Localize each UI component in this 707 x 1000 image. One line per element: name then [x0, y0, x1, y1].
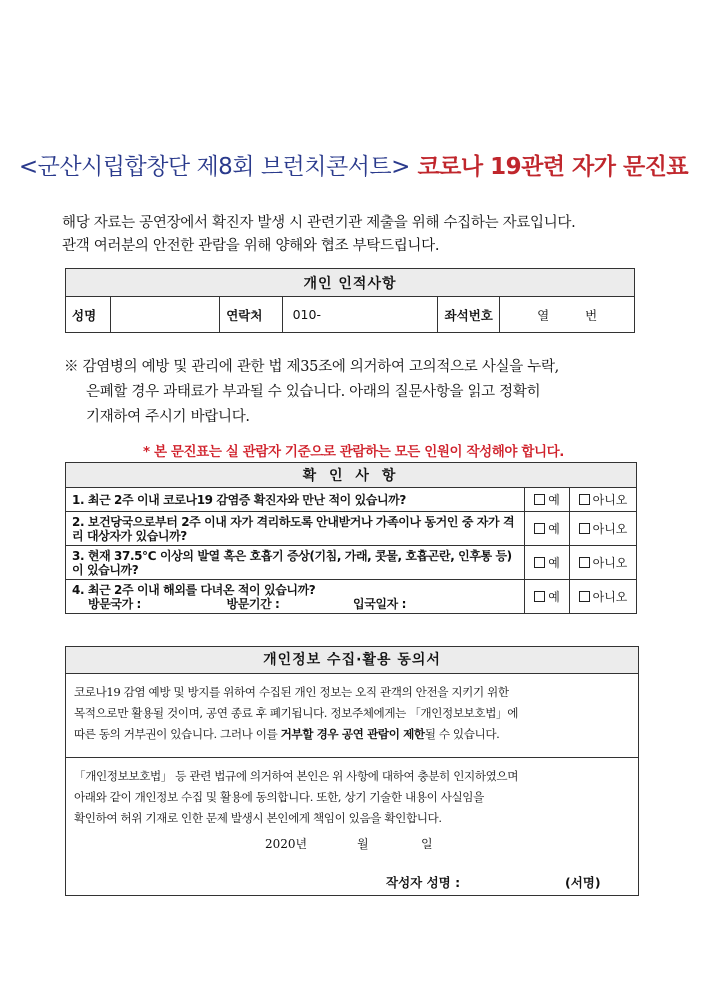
checkbox-icon: [579, 494, 590, 505]
yes-label: 예: [548, 556, 560, 570]
consent-line: [74, 724, 630, 745]
writer-name-label: 작성자 성명 :: [386, 875, 461, 890]
consent-form: [65, 646, 639, 896]
seat-field[interactable]: [500, 297, 635, 333]
no-label: 아니오: [592, 522, 628, 536]
notice-line: 은폐할 경우 과태료가 부과될 수 있습니다. 아래의 질문사항을 읽고 정확히: [86, 384, 541, 400]
question-1: 1. 최근 2주 이내 코로나19 감염증 확진자와 만난 적이 있습니까?: [66, 488, 525, 512]
intro-line: 해당 자료는 공연장에서 확진자 발생 시 관련기관 제출을 위해 수집하는 자료입니다.: [62, 215, 576, 231]
intro-line: 관객 여러분의 안전한 관람을 위해 양해와 협조 부탁드립니다.: [62, 238, 440, 254]
signature-label[interactable]: (서명): [565, 875, 601, 890]
consent-line: 아래와 같이 개인정보 수집 및 활용에 동의합니다. 또한, 상기 기술한 내용이 사실임을: [74, 790, 484, 804]
month-label: 월: [357, 837, 369, 851]
personal-info-header: 개인 인적사항: [66, 269, 635, 297]
name-label: 성명: [66, 297, 111, 333]
title-questionnaire: 코로나 19관련 자가 문진표: [417, 154, 689, 180]
required-notice: * 본 문진표는 실 관람자 기준으로 관람하는 모든 인원이 작성해야 합니다.: [143, 444, 564, 460]
consent-line: 「개인정보보호법」 등 관련 법규에 의거하여 본인은 위 사항에 대하여 충분히 인지하였으며: [74, 769, 519, 783]
yes-label: 예: [548, 590, 560, 604]
yes-label: 예: [548, 522, 560, 536]
q4-yes-option[interactable]: [525, 580, 570, 614]
day-label: 일: [421, 837, 433, 851]
title-concert: <군산시립합창단 제8회 브런치콘서트>: [18, 154, 410, 180]
q1-no-option[interactable]: [570, 488, 637, 512]
page-title: [0, 148, 707, 181]
checklist-table: [65, 462, 637, 614]
name-field[interactable]: [110, 297, 220, 333]
q2-yes-option[interactable]: [525, 512, 570, 546]
consent-line: 코로나19 감염 예방 및 방지를 위하여 수집된 개인 정보는 오직 관객의 안전을 지키기 위한: [74, 685, 509, 699]
consent-agreement-text: [66, 758, 638, 837]
question-4-text: 4. 최근 2주 이내 해외를 다녀온 적이 있습니까?: [72, 582, 316, 597]
checkbox-icon: [534, 557, 545, 568]
contact-label: 연락처: [220, 297, 282, 333]
consent-text: 될 수 있습니다.: [424, 727, 500, 741]
checkbox-icon: [534, 523, 545, 534]
personal-info-table: [65, 268, 635, 333]
notice-line: ※ 감염병의 예방 및 관리에 관한 법 제35조에 의거하여 고의적으로 사실을 누락,: [64, 359, 559, 375]
year-label: 2020년: [265, 837, 308, 851]
question-4: [66, 580, 525, 614]
seat-label: 좌석번호: [438, 297, 500, 333]
checkbox-icon: [579, 557, 590, 568]
checkbox-icon: [579, 591, 590, 602]
consent-line: 목적으로만 활용될 것이며, 공연 종료 후 폐기됩니다. 정보주체에게는 「개인정보보호법」에: [74, 706, 519, 720]
q3-no-option[interactable]: [570, 546, 637, 580]
intro-text: [62, 212, 662, 258]
seat-row-unit: 열: [537, 307, 550, 323]
yes-label: 예: [548, 493, 560, 507]
q1-yes-option[interactable]: [525, 488, 570, 512]
seat-number-unit: 번: [585, 307, 598, 323]
question-3: 3. 현재 37.5℃ 이상의 발열 혹은 호흡기 증상(기침, 가래, 콧물, 호흡곤란, 인후통 등)이 있습니까?: [66, 546, 525, 580]
checkbox-icon: [579, 523, 590, 534]
q2-no-option[interactable]: [570, 512, 637, 546]
q3-yes-option[interactable]: [525, 546, 570, 580]
legal-notice: [64, 355, 664, 430]
question-2: 2. 보건당국으로부터 2주 이내 자가 격리하도록 안내받거나 가족이나 동거인 중 자가 격리 대상자가 있습니까?: [66, 512, 525, 546]
checkbox-icon: [534, 591, 545, 602]
q4-no-option[interactable]: [570, 580, 637, 614]
no-label: 아니오: [592, 493, 628, 507]
visit-period-label: 방문기간 :: [226, 596, 280, 611]
checklist-header: 확 인 사 항: [66, 463, 637, 488]
no-label: 아니오: [592, 556, 628, 570]
consent-emphasis: 거부할 경우 공연 관람이 제한: [280, 727, 425, 741]
contact-field[interactable]: 010-: [282, 297, 437, 333]
consent-line: 확인하여 허위 기재로 인한 문제 발생시 본인에게 책임이 있음을 확인합니다.: [74, 811, 442, 825]
consent-header: 개인정보 수집·활용 동의서: [66, 647, 638, 674]
entry-date-label: 입국일자 :: [353, 596, 406, 611]
checkbox-icon: [534, 494, 545, 505]
visit-country-label: 방문국가 :: [88, 596, 141, 611]
consent-text: 따른 동의 거부권이 있습니다. 그러나 이를: [74, 727, 281, 741]
notice-line: 기재하여 주시기 바랍니다.: [86, 409, 250, 425]
consent-purpose-text: [66, 674, 638, 758]
no-label: 아니오: [592, 590, 628, 604]
